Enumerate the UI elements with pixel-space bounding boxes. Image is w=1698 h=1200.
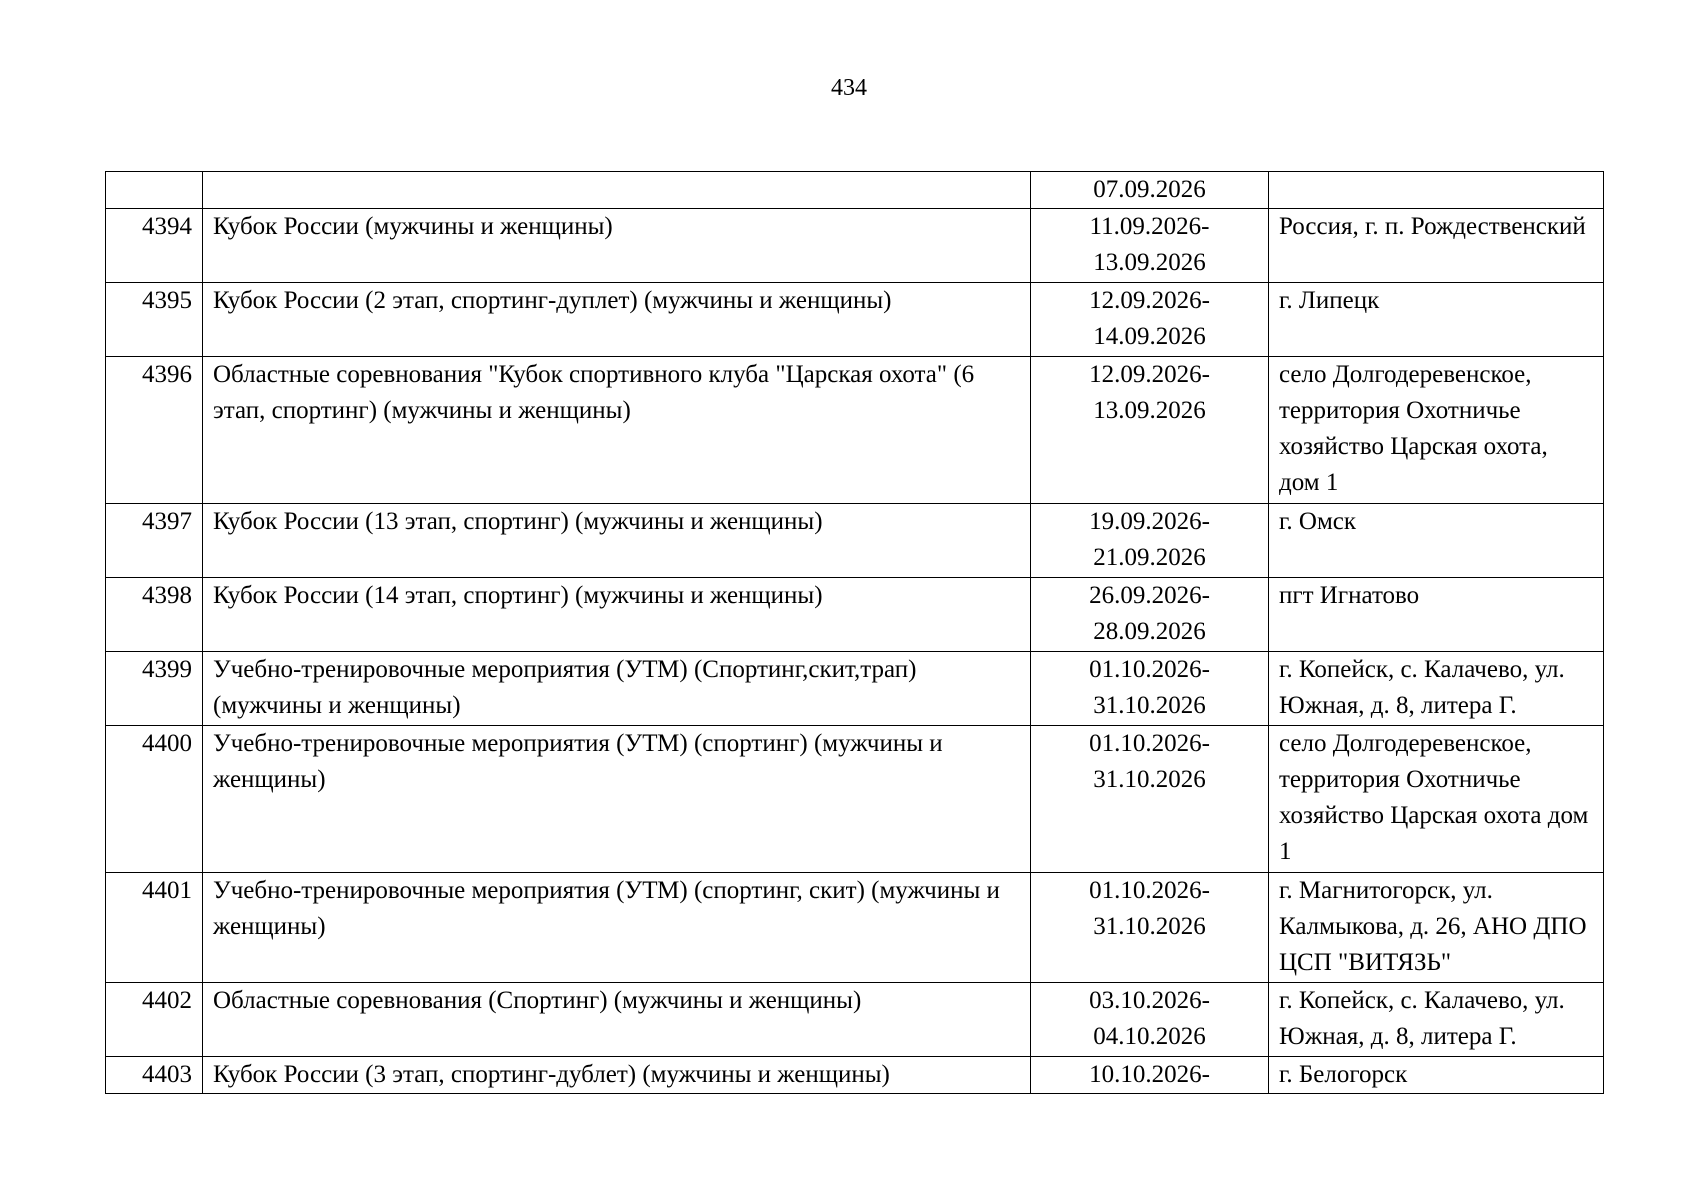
date-end: 07.09.2026 [1093, 176, 1206, 203]
event-name: Учебно-тренировочные мероприятия (УТМ) (спортинг) (мужчины и женщины) [203, 726, 1031, 873]
date-start: 01.10.2026- [1089, 877, 1210, 904]
date-end: 28.09.2026 [1093, 618, 1206, 645]
table-row [106, 873, 1604, 983]
event-dates [1031, 983, 1269, 1057]
event-dates [1031, 283, 1269, 357]
event-dates [1031, 357, 1269, 504]
table-row [106, 172, 1604, 209]
date-start: 10.10.2026- [1089, 1061, 1210, 1088]
date-end: 31.10.2026 [1093, 913, 1206, 940]
row-number: 4402 [106, 983, 203, 1057]
date-end: 13.09.2026 [1093, 397, 1206, 424]
event-place: село Долгодеревенское, территория Охотничье хозяйство Царская охота дом 1 [1269, 726, 1604, 873]
event-place: г. Липецк [1269, 283, 1604, 357]
row-number [106, 172, 203, 209]
row-number: 4398 [106, 578, 203, 652]
event-name: Областные соревнования (Спортинг) (мужчины и женщины) [203, 983, 1031, 1057]
date-end: 21.09.2026 [1093, 544, 1206, 571]
event-dates [1031, 578, 1269, 652]
event-place [1269, 172, 1604, 209]
table-row [106, 652, 1604, 726]
date-end: 31.10.2026 [1093, 766, 1206, 793]
event-dates [1031, 209, 1269, 283]
event-dates [1031, 1057, 1269, 1094]
date-start: 12.09.2026- [1089, 287, 1210, 314]
table-row [106, 283, 1604, 357]
event-dates [1031, 652, 1269, 726]
row-number: 4395 [106, 283, 203, 357]
event-name: Кубок России (мужчины и женщины) [203, 209, 1031, 283]
event-name: Кубок России (2 этап, спортинг-дуплет) (мужчины и женщины) [203, 283, 1031, 357]
date-start: 01.10.2026- [1089, 656, 1210, 683]
event-place: г. Копейск, с. Калачево, ул. Южная, д. 8, литера Г. [1269, 652, 1604, 726]
row-number: 4397 [106, 504, 203, 578]
event-name: Кубок России (13 этап, спортинг) (мужчины и женщины) [203, 504, 1031, 578]
event-dates [1031, 172, 1269, 209]
date-start: 19.09.2026- [1089, 508, 1210, 535]
page-number: 434 [831, 75, 867, 101]
event-place: пгт Игнатово [1269, 578, 1604, 652]
event-name: Учебно-тренировочные мероприятия (УТМ) (Спортинг,скит,трап) (мужчины и женщины) [203, 652, 1031, 726]
event-dates [1031, 504, 1269, 578]
table-row [106, 209, 1604, 283]
row-number: 4396 [106, 357, 203, 504]
table-row [106, 983, 1604, 1057]
event-place: г. Белогорск [1269, 1057, 1604, 1094]
date-end: 31.10.2026 [1093, 692, 1206, 719]
table-row [106, 726, 1604, 873]
row-number: 4401 [106, 873, 203, 983]
date-start: 26.09.2026- [1089, 582, 1210, 609]
table-row [106, 504, 1604, 578]
event-name: Кубок России (3 этап, спортинг-дублет) (мужчины и женщины) [203, 1057, 1031, 1094]
date-start: 03.10.2026- [1089, 987, 1210, 1014]
event-name: Учебно-тренировочные мероприятия (УТМ) (спортинг, скит) (мужчины и женщины) [203, 873, 1031, 983]
events-table [105, 171, 1604, 1094]
event-dates [1031, 726, 1269, 873]
event-place: г. Магнитогорск, ул. Калмыкова, д. 26, АНО ДПО ЦСП "ВИТЯЗЬ" [1269, 873, 1604, 983]
event-name: Кубок России (14 этап, спортинг) (мужчины и женщины) [203, 578, 1031, 652]
table-row [106, 1057, 1604, 1094]
row-number: 4403 [106, 1057, 203, 1094]
date-end: 13.09.2026 [1093, 249, 1206, 276]
event-dates [1031, 873, 1269, 983]
table-row [106, 578, 1604, 652]
event-name [203, 172, 1031, 209]
event-place: Россия, г. п. Рождественский [1269, 209, 1604, 283]
event-name: Областные соревнования "Кубок спортивного клуба "Царская охота" (6 этап, спортинг) (мужчины и женщины) [203, 357, 1031, 504]
row-number: 4394 [106, 209, 203, 283]
row-number: 4399 [106, 652, 203, 726]
date-start: 01.10.2026- [1089, 730, 1210, 757]
row-number: 4400 [106, 726, 203, 873]
event-place: г. Омск [1269, 504, 1604, 578]
date-end: 04.10.2026 [1093, 1023, 1206, 1050]
date-end: 14.09.2026 [1093, 323, 1206, 350]
date-start: 12.09.2026- [1089, 361, 1210, 388]
table-row [106, 357, 1604, 504]
event-place: г. Копейск, с. Калачево, ул. Южная, д. 8, литера Г. [1269, 983, 1604, 1057]
event-place: село Долгодеревенское, территория Охотничье хозяйство Царская охота, дом 1 [1269, 357, 1604, 504]
date-start: 11.09.2026- [1089, 213, 1210, 240]
